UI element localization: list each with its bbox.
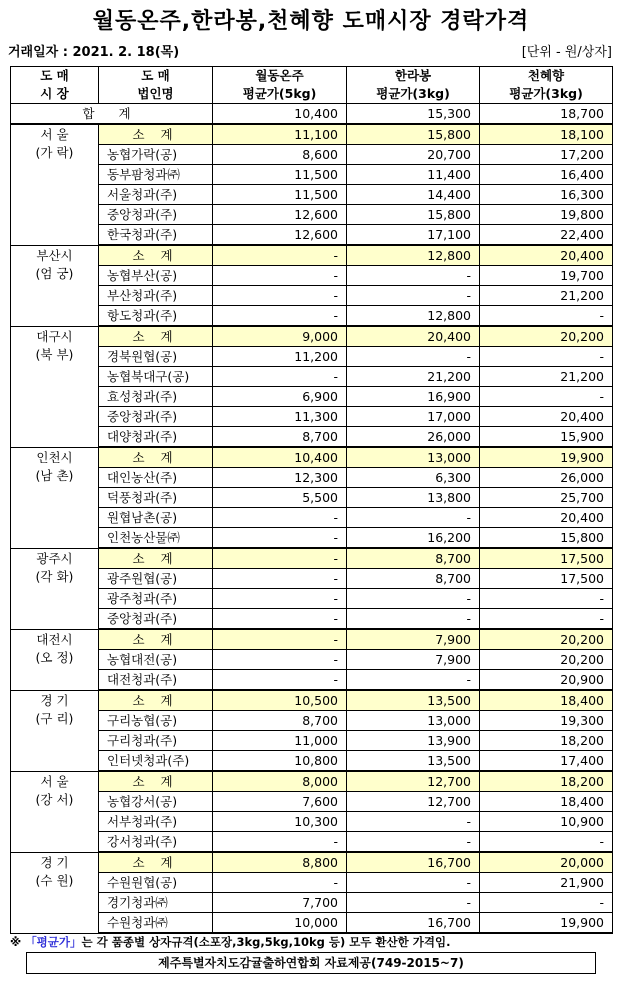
subtotal-value: 13,500: [347, 690, 480, 711]
price-value: 22,400: [480, 225, 613, 246]
price-value: 18,200: [480, 731, 613, 751]
market-name: 서 울: [40, 773, 69, 789]
subtotal-value: 20,200: [480, 326, 613, 347]
table-row: [11, 670, 613, 691]
price-value: -: [347, 347, 480, 367]
price-value: -: [213, 650, 347, 670]
subtotal-row: [11, 124, 613, 145]
header-col1: 월동온주: [213, 67, 347, 86]
price-value: 8,700: [213, 427, 347, 448]
footnote-text: 는 각 품종별 상자규격(소포장,3kg,5kg,10kg 등) 모두 환산한 가격임.: [81, 935, 451, 949]
firm-name: 중앙청과(주): [99, 205, 213, 225]
price-value: 19,300: [480, 711, 613, 731]
subtotal-row: [11, 852, 613, 873]
total-label: 합 계: [11, 104, 213, 125]
price-value: 6,900: [213, 387, 347, 407]
firm-name: 인터넷청과(주): [99, 751, 213, 772]
subtotal-row: [11, 326, 613, 347]
market-area: (수 원): [35, 872, 74, 888]
price-value: -: [480, 306, 613, 327]
price-value: 21,200: [480, 286, 613, 306]
table-row: [11, 225, 613, 246]
total-value: 10,400: [213, 104, 347, 125]
price-value: -: [347, 670, 480, 691]
table-row: [11, 913, 613, 934]
price-value: 26,000: [347, 427, 480, 448]
header-col3-sub: 평균가(3kg): [480, 85, 613, 104]
price-value: 13,000: [347, 711, 480, 731]
table-row: [11, 165, 613, 185]
firm-name: 한국청과(주): [99, 225, 213, 246]
market-name: 광주시: [36, 550, 73, 566]
subtotal-value: -: [213, 629, 347, 650]
table-row: [11, 528, 613, 549]
price-value: -: [480, 893, 613, 913]
price-value: 15,800: [347, 205, 480, 225]
subtotal-row: [11, 245, 613, 266]
price-value: 16,300: [480, 185, 613, 205]
price-value: 18,400: [480, 792, 613, 812]
price-value: -: [347, 873, 480, 893]
market-area: (북 부): [35, 346, 74, 362]
firm-name: 농협강서(공): [99, 792, 213, 812]
table-row: [11, 306, 613, 327]
market-area: (강 서): [35, 791, 74, 807]
price-value: 20,700: [347, 145, 480, 165]
source-credit: 제주특별자치도감귤출하연합회 자료제공(749-2015~7): [26, 952, 596, 974]
firm-name: 대인농산(주): [99, 468, 213, 488]
firm-name: 효성청과(주): [99, 387, 213, 407]
subtotal-value: 11,100: [213, 124, 347, 145]
market-name: 서 울: [40, 127, 69, 142]
price-value: -: [213, 306, 347, 327]
subtotal-label: 소 계: [99, 629, 213, 650]
subtotal-row: [11, 771, 613, 792]
table-row: [11, 589, 613, 609]
subtotal-value: 15,800: [347, 124, 480, 145]
subtotal-value: 12,700: [347, 771, 480, 792]
table-row: [11, 407, 613, 427]
table-row: [11, 569, 613, 589]
price-value: -: [213, 508, 347, 528]
firm-name: 강서청과(주): [99, 832, 213, 853]
header-col2-sub: 평균가(3kg): [347, 85, 480, 104]
price-value: 11,300: [213, 407, 347, 427]
firm-name: 광주원협(공): [99, 569, 213, 589]
subtotal-value: 10,500: [213, 690, 347, 711]
subtotal-value: 20,200: [480, 629, 613, 650]
market-cell: [11, 771, 99, 852]
subtotal-value: 12,800: [347, 245, 480, 266]
price-value: 19,800: [480, 205, 613, 225]
subtotal-value: 20,400: [347, 326, 480, 347]
price-value: 8,600: [213, 145, 347, 165]
price-value: -: [480, 589, 613, 609]
subtotal-value: 8,000: [213, 771, 347, 792]
price-value: 13,900: [347, 731, 480, 751]
table-row: [11, 873, 613, 893]
price-value: 5,500: [213, 488, 347, 508]
footnote-prefix: ※: [10, 935, 26, 949]
firm-name: 구리청과(주): [99, 731, 213, 751]
price-value: 12,600: [213, 225, 347, 246]
market-cell: [11, 124, 99, 245]
subtotal-value: 8,800: [213, 852, 347, 873]
price-value: 7,600: [213, 792, 347, 812]
table-row: [11, 488, 613, 508]
table-row: [11, 387, 613, 407]
price-value: -: [347, 609, 480, 630]
firm-name: 구리농협(공): [99, 711, 213, 731]
price-value: -: [213, 266, 347, 286]
price-value: 17,200: [480, 145, 613, 165]
firm-name: 동부팜청과㈜: [99, 165, 213, 185]
subtotal-label: 소 계: [99, 124, 213, 145]
price-value: 16,900: [347, 387, 480, 407]
price-value: 13,500: [347, 751, 480, 772]
firm-name: 경북원협(공): [99, 347, 213, 367]
price-value: -: [347, 812, 480, 832]
subtotal-value: 18,200: [480, 771, 613, 792]
header-firm-sub: 법인명: [99, 85, 213, 104]
price-value: 21,200: [347, 367, 480, 387]
price-value: 16,200: [347, 528, 480, 549]
table-row: [11, 427, 613, 448]
subtotal-value: 10,400: [213, 447, 347, 468]
price-value: 7,700: [213, 893, 347, 913]
firm-name: 부산청과(주): [99, 286, 213, 306]
subtotal-row: [11, 548, 613, 569]
header-market-sub: 시 장: [11, 85, 99, 104]
table-row: [11, 812, 613, 832]
price-value: -: [213, 832, 347, 853]
price-value: 19,900: [480, 913, 613, 934]
firm-name: 인천농산물㈜: [99, 528, 213, 549]
price-value: 11,000: [213, 731, 347, 751]
market-name: 인천시: [36, 449, 73, 465]
price-value: 14,400: [347, 185, 480, 205]
firm-name: 농협가락(공): [99, 145, 213, 165]
market-area: (구 리): [35, 710, 74, 726]
firm-name: 덕풍청과(주): [99, 488, 213, 508]
price-value: 17,000: [347, 407, 480, 427]
firm-name: 광주청과(주): [99, 589, 213, 609]
price-value: -: [213, 569, 347, 589]
subtotal-value: 7,900: [347, 629, 480, 650]
subtotal-label: 소 계: [99, 245, 213, 266]
table-row: [11, 711, 613, 731]
market-area: (엄 궁): [35, 265, 74, 281]
price-value: -: [347, 832, 480, 853]
firm-name: 대양청과(주): [99, 427, 213, 448]
subtotal-label: 소 계: [99, 548, 213, 569]
price-value: 25,700: [480, 488, 613, 508]
market-cell: [11, 548, 99, 629]
price-value: 12,700: [347, 792, 480, 812]
total-row: [11, 104, 613, 125]
firm-name: 중앙청과(주): [99, 407, 213, 427]
subtotal-value: -: [213, 548, 347, 569]
table-row: [11, 468, 613, 488]
table-row: [11, 347, 613, 367]
price-value: -: [213, 670, 347, 691]
price-value: -: [213, 873, 347, 893]
page-title: 월동온주,한라봉,천혜향 도매시장 경락가격: [92, 9, 530, 34]
firm-name: 수원청과㈜: [99, 913, 213, 934]
subtotal-value: 19,900: [480, 447, 613, 468]
subtotal-label: 소 계: [99, 852, 213, 873]
subtotal-row: [11, 447, 613, 468]
price-value: 20,400: [480, 508, 613, 528]
price-value: 12,300: [213, 468, 347, 488]
firm-name: 농협북대구(공): [99, 367, 213, 387]
price-value: -: [480, 387, 613, 407]
price-value: 11,400: [347, 165, 480, 185]
price-value: 20,200: [480, 650, 613, 670]
table-row: [11, 751, 613, 772]
market-name: 대구시: [36, 328, 73, 344]
price-value: 17,400: [480, 751, 613, 772]
subtotal-value: 8,700: [347, 548, 480, 569]
price-value: 12,800: [347, 306, 480, 327]
price-value: -: [347, 508, 480, 528]
price-table: [10, 66, 613, 934]
table-row: [11, 650, 613, 670]
header-market: 도 매: [11, 67, 99, 86]
table-row: [11, 266, 613, 286]
table-row: [11, 832, 613, 853]
subtotal-value: 17,500: [480, 548, 613, 569]
firm-name: 항도청과(주): [99, 306, 213, 327]
price-value: -: [213, 367, 347, 387]
price-value: 16,400: [480, 165, 613, 185]
price-value: 6,300: [347, 468, 480, 488]
firm-name: 수원원협(공): [99, 873, 213, 893]
market-cell: [11, 629, 99, 690]
market-name: 대전시: [36, 631, 73, 647]
market-cell: [11, 447, 99, 548]
table-row: [11, 286, 613, 306]
subtotal-label: 소 계: [99, 447, 213, 468]
price-value: 21,200: [480, 367, 613, 387]
market-area: (남 촌): [35, 467, 74, 483]
table-row: [11, 185, 613, 205]
price-value: 16,700: [347, 913, 480, 934]
firm-name: 대전청과(주): [99, 670, 213, 691]
table-row: [11, 145, 613, 165]
subtotal-row: [11, 629, 613, 650]
price-value: 7,900: [347, 650, 480, 670]
market-name: 경 기: [40, 854, 69, 870]
price-value: 10,800: [213, 751, 347, 772]
market-cell: [11, 852, 99, 933]
table-row: [11, 893, 613, 913]
firm-name: 중앙청과(주): [99, 609, 213, 630]
subtotal-value: 18,100: [480, 124, 613, 145]
header-firm: 도 매: [99, 67, 213, 86]
subtotal-row: [11, 690, 613, 711]
unit-label: [단위 - 원/상자]: [521, 45, 612, 60]
price-value: 15,900: [480, 427, 613, 448]
subtotal-value: 13,000: [347, 447, 480, 468]
price-value: -: [347, 893, 480, 913]
price-value: 17,100: [347, 225, 480, 246]
table-row: [11, 731, 613, 751]
table-row: [11, 367, 613, 387]
market-cell: [11, 245, 99, 326]
price-value: 12,600: [213, 205, 347, 225]
header-col3: 천혜향: [480, 67, 613, 86]
market-cell: [11, 690, 99, 771]
market-name: 부산시: [36, 247, 73, 263]
market-area: (오 정): [35, 649, 74, 665]
market-area: (가 락): [35, 145, 74, 160]
price-value: 10,000: [213, 913, 347, 934]
firm-name: 농협대전(공): [99, 650, 213, 670]
price-value: 13,800: [347, 488, 480, 508]
price-value: 19,700: [480, 266, 613, 286]
price-value: 20,400: [480, 407, 613, 427]
subtotal-label: 소 계: [99, 771, 213, 792]
price-value: -: [213, 609, 347, 630]
table-row: [11, 205, 613, 225]
firm-name: 경기청과㈜: [99, 893, 213, 913]
header-col1-sub: 평균가(5kg): [213, 85, 347, 104]
price-value: 20,900: [480, 670, 613, 691]
price-value: 26,000: [480, 468, 613, 488]
footnote: [10, 934, 450, 950]
price-value: -: [347, 266, 480, 286]
market-area: (각 화): [35, 568, 74, 584]
header-col2: 한라봉: [347, 67, 480, 86]
market-name: 경 기: [40, 692, 69, 708]
subtotal-value: -: [213, 245, 347, 266]
price-value: -: [480, 832, 613, 853]
price-value: -: [480, 347, 613, 367]
table-row: [11, 609, 613, 630]
price-value: 8,700: [347, 569, 480, 589]
firm-name: 원협남촌(공): [99, 508, 213, 528]
firm-name: 서부청과(주): [99, 812, 213, 832]
subtotal-value: 18,400: [480, 690, 613, 711]
subtotal-value: 20,000: [480, 852, 613, 873]
market-cell: [11, 326, 99, 447]
price-value: -: [213, 528, 347, 549]
trade-date: 거래일자 : 2021. 2. 18(목): [8, 45, 180, 60]
subtotal-label: 소 계: [99, 326, 213, 347]
total-value: 18,700: [480, 104, 613, 125]
price-value: 10,900: [480, 812, 613, 832]
price-value: 10,300: [213, 812, 347, 832]
price-value: 11,500: [213, 185, 347, 205]
price-value: 15,800: [480, 528, 613, 549]
price-value: 8,700: [213, 711, 347, 731]
table-body: [11, 104, 613, 934]
table-row: [11, 508, 613, 528]
price-value: -: [347, 589, 480, 609]
firm-name: 농협부산(공): [99, 266, 213, 286]
price-value: -: [213, 286, 347, 306]
price-value: 17,500: [480, 569, 613, 589]
price-value: -: [213, 589, 347, 609]
price-value: -: [480, 609, 613, 630]
table-row: [11, 792, 613, 812]
subtotal-value: 20,400: [480, 245, 613, 266]
price-value: 21,900: [480, 873, 613, 893]
total-value: 15,300: [347, 104, 480, 125]
footnote-term: 「평균가」: [25, 935, 82, 949]
price-value: 11,500: [213, 165, 347, 185]
price-value: 11,200: [213, 347, 347, 367]
subtotal-value: 9,000: [213, 326, 347, 347]
firm-name: 서울청과(주): [99, 185, 213, 205]
price-value: -: [347, 286, 480, 306]
subtotal-value: 16,700: [347, 852, 480, 873]
subtotal-label: 소 계: [99, 690, 213, 711]
